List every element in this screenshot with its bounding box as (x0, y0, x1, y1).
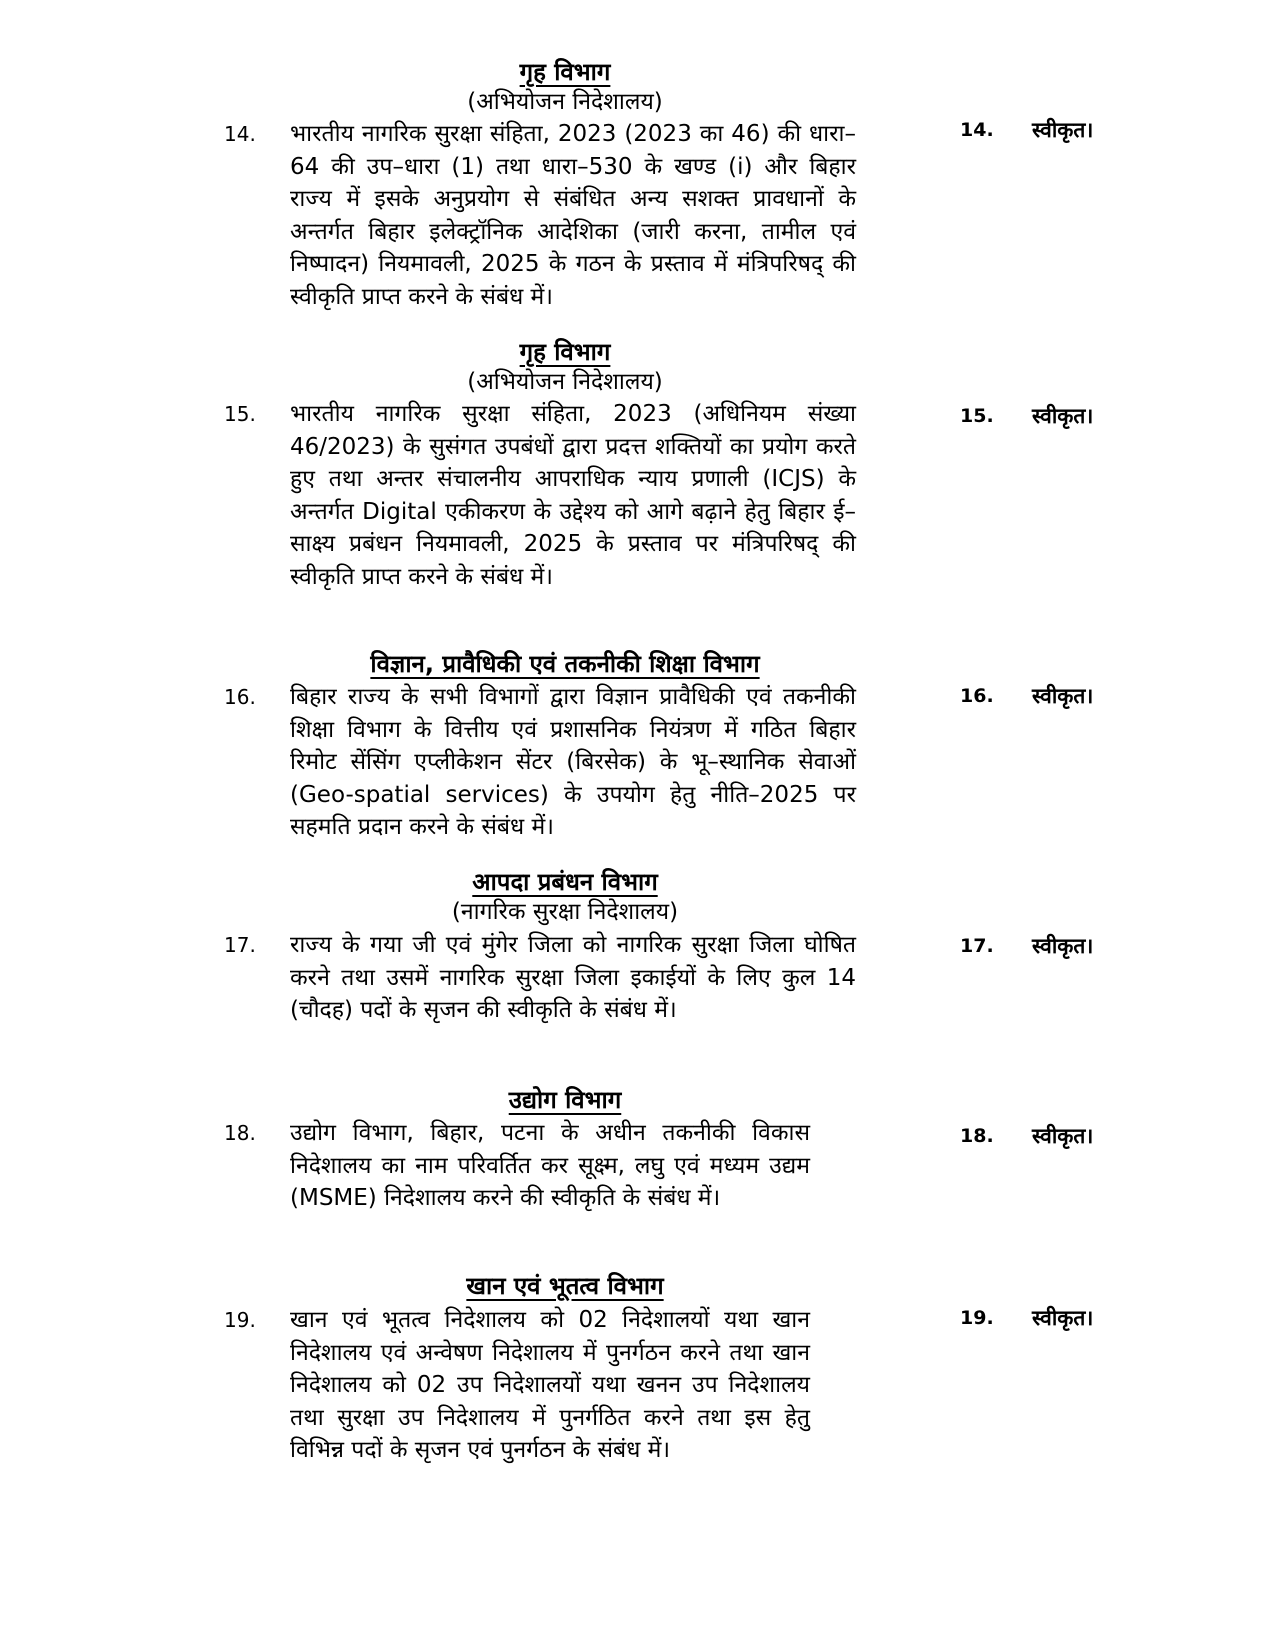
item-number: 19. (224, 1308, 256, 1332)
result-number: 15. (960, 405, 994, 427)
item-number: 14. (224, 122, 256, 146)
department-subtitle: (नागरिक सुरक्षा निदेशालय) (451, 899, 679, 925)
department-heading: खान एवं भूतत्व विभाग (466, 1272, 664, 1300)
item-text: राज्य के गया जी एवं मुंगेर जिला को नागरिक सुरक्षा जिला घोषित करने तथा उसमें नागरिक सुरक्षा जिला इकाईयों के लिए कुल 14 (चौदह) पदों के सृजन की स्वीकृति के संबंध में। (290, 932, 856, 1023)
result-number: 17. (960, 935, 994, 957)
item-number: 16. (224, 685, 256, 709)
result-status: स्वीकृत। (1032, 684, 1094, 708)
result-number: 19. (960, 1307, 994, 1329)
department-heading: उद्योग विभाग (508, 1086, 622, 1114)
item-number: 15. (224, 402, 256, 426)
department-heading: गृह विभाग (519, 338, 611, 366)
item-number: 18. (224, 1121, 256, 1145)
result-status: स्वीकृत। (1032, 404, 1094, 428)
result-status: स्वीकृत। (1032, 1124, 1094, 1148)
department-heading: आपदा प्रबंधन विभाग (472, 868, 658, 896)
result-number: 14. (960, 119, 994, 141)
result-status: स्वीकृत। (1032, 118, 1094, 142)
department-subtitle: (अभियोजन निदेशालय) (467, 369, 663, 395)
item-text: बिहार राज्य के सभी विभागों द्वारा विज्ञान प्रावैधिकी एवं तकनीकी शिक्षा विभाग के वित्तीय एवं प्रशासनिक नियंत्रण में गठित बिहार रिमोट सेंसिंग एप्लीकेशन सेंटर (बिरसेक) के भू–स्थानिक सेवाओं (Geo-spatial services) के उपयोग हेतु नीति–2025 पर सहमति प्रदान करने के संबंध में। (290, 684, 856, 840)
department-heading: विज्ञान, प्रावैधिकी एवं तकनीकी शिक्षा विभाग (370, 650, 760, 678)
result-number: 16. (960, 685, 994, 707)
item-text: खान एवं भूतत्व निदेशालय को 02 निदेशालयों यथा खान निदेशालय एवं अन्वेषण निदेशालय में पुनर्गठन करने तथा खान निदेशालय को 02 उप निदेशालयों यथा खनन उप निदेशालय तथा सुरक्षा उप निदेशालय में पुनर्गठित करने तथा इस हेतु विभिन्न पदों के सृजन एवं पुनर्गठन के संबंध में। (290, 1307, 810, 1463)
result-status: स्वीकृत। (1032, 1306, 1094, 1330)
result-status: स्वीकृत। (1032, 934, 1094, 958)
result-number: 18. (960, 1125, 994, 1147)
item-text: उद्योग विभाग, बिहार, पटना के अधीन तकनीकी विकास निदेशालय का नाम परिवर्तित कर सूक्ष्म, लघु एवं मध्यम उद्यम (MSME) निदेशालय करने की स्वीकृति के संबंध में। (290, 1120, 810, 1211)
item-number: 17. (224, 933, 256, 957)
department-heading: गृह विभाग (519, 58, 611, 86)
department-subtitle: (अभियोजन निदेशालय) (467, 89, 663, 115)
item-text: भारतीय नागरिक सुरक्षा संहिता, 2023 (2023 का 46) की धारा–64 की उप–धारा (1) तथा धारा–530 के खण्ड (i) और बिहार राज्य में इसके अनुप्रयोग से संबंधित अन्य सशक्त प्रावधानों के अन्तर्गत बिहार इलेक्ट्रॉनिक आदेशिका (जारी करना, तामील एवं निष्पादन) नियमावली, 2025 के गठन के प्रस्ताव में मंत्रिपरिषद् की स्वीकृति प्राप्त करने के संबंध में। (290, 121, 856, 310)
item-text: भारतीय नागरिक सुरक्षा संहिता, 2023 (अधिनियम संख्या 46/2023) के सुसंगत उपबंधों द्वारा प्रदत्त शक्तियों का प्रयोग करते हुए तथा अन्तर संचालनीय आपराधिक न्याय प्रणाली (ICJS) के अन्तर्गत Digital एकीकरण के उद्देश्य को आगे बढ़ाने हेतु बिहार ई–साक्ष्य प्रबंधन नियमावली, 2025 के प्रस्ताव पर मंत्रिपरिषद् की स्वीकृति प्राप्त करने के संबंध में। (290, 401, 856, 590)
